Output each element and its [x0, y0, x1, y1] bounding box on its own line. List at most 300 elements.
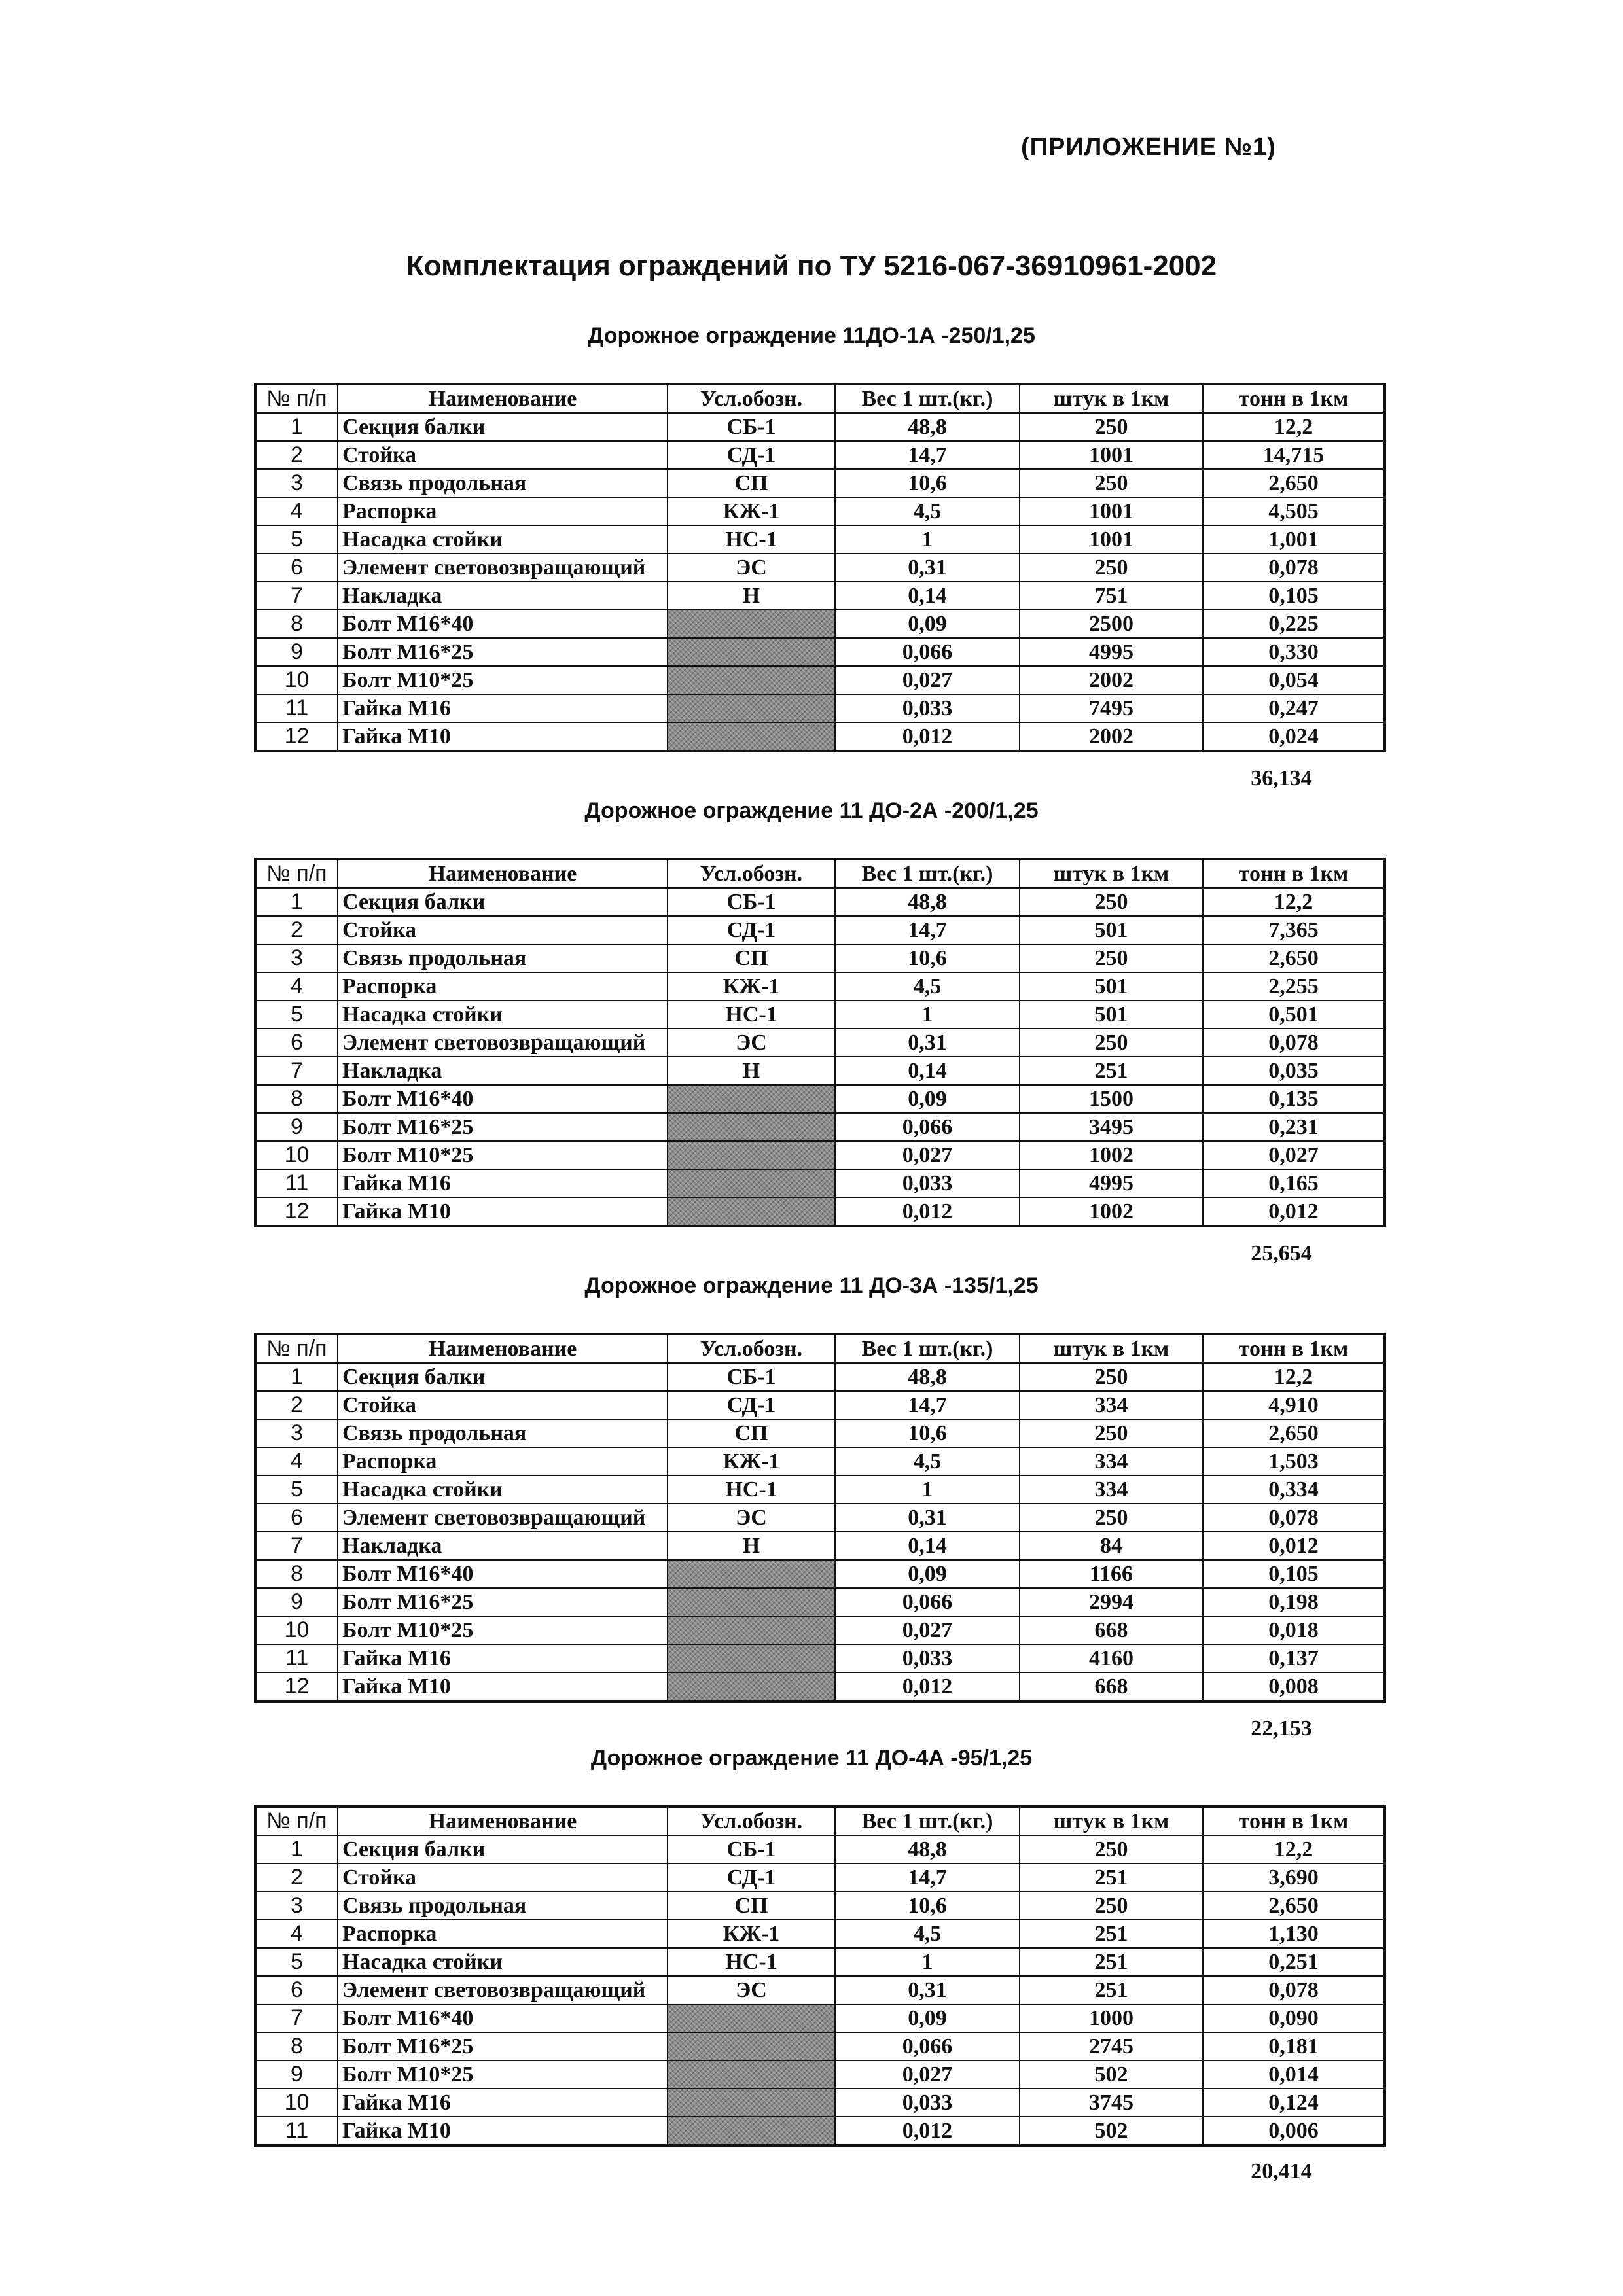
cell-name: Болт М16*25 [338, 2032, 668, 2060]
cell-qty: 2500 [1020, 610, 1203, 638]
cell-code: СБ-1 [668, 413, 835, 441]
cell-tons: 0,165 [1203, 1169, 1385, 1197]
cell-code: КЖ-1 [668, 1920, 835, 1948]
cell-num: 7 [255, 582, 338, 610]
cell-name: Связь продольная [338, 1419, 668, 1447]
column-header: Наименование [338, 1807, 668, 1835]
column-header: № п/п [255, 859, 338, 888]
cell-num: 1 [255, 1835, 338, 1863]
section-title: Дорожное ограждение 11ДО-1А -250/1,25 [588, 323, 1035, 348]
table-row [255, 1588, 1385, 1616]
cell-code: СД-1 [668, 441, 835, 469]
cell-tons: 0,008 [1203, 1672, 1385, 1701]
cell-num: 1 [255, 888, 338, 916]
table-row [255, 1560, 1385, 1588]
cell-qty: 250 [1020, 888, 1203, 916]
cell-name: Стойка [338, 441, 668, 469]
cell-num: 6 [255, 1029, 338, 1057]
cell-name: Накладка [338, 582, 668, 610]
table-row [255, 1029, 1385, 1057]
cell-tons: 14,715 [1203, 441, 1385, 469]
cell-name: Насадка стойки [338, 525, 668, 554]
cell-tons: 1,503 [1203, 1447, 1385, 1475]
cell-code: НС-1 [668, 1948, 835, 1976]
cell-name: Гайка М10 [338, 1672, 668, 1701]
cell-qty: 4160 [1020, 1644, 1203, 1672]
cell-qty: 250 [1020, 1835, 1203, 1863]
cell-tons: 0,501 [1203, 1000, 1385, 1029]
cell-num: 2 [255, 441, 338, 469]
cell-qty: 250 [1020, 944, 1203, 972]
cell-name: Болт М16*25 [338, 1588, 668, 1616]
cell-qty: 751 [1020, 582, 1203, 610]
cell-name: Связь продольная [338, 1892, 668, 1920]
section-total: 36,134 [1251, 766, 1312, 790]
column-header: Усл.обозн. [668, 1334, 835, 1363]
cell-num: 3 [255, 1892, 338, 1920]
cell-name: Накладка [338, 1532, 668, 1560]
cell-num: 6 [255, 1976, 338, 2004]
table-row [255, 1085, 1385, 1113]
cell-tons: 2,650 [1203, 1419, 1385, 1447]
cell-name: Распорка [338, 1920, 668, 1948]
cell-num: 11 [255, 1169, 338, 1197]
cell-qty: 3495 [1020, 1113, 1203, 1141]
appendix-label: (ПРИЛОЖЕНИЕ №1) [1021, 133, 1276, 161]
column-header: Вес 1 шт.(кг.) [835, 1807, 1020, 1835]
cell-tons: 0,198 [1203, 1588, 1385, 1616]
cell-code: СД-1 [668, 1863, 835, 1892]
cell-tons: 2,650 [1203, 469, 1385, 497]
cell-code: СП [668, 469, 835, 497]
cell-num: 4 [255, 972, 338, 1000]
table-row [255, 1892, 1385, 1920]
shaded-cell [668, 722, 835, 751]
cell-num: 6 [255, 1504, 338, 1532]
cell-num: 2 [255, 1863, 338, 1892]
cell-qty: 250 [1020, 1419, 1203, 1447]
cell-name: Накладка [338, 1057, 668, 1085]
shaded-cell [668, 1644, 835, 1672]
cell-name: Стойка [338, 916, 668, 944]
table-row [255, 1532, 1385, 1560]
cell-code: КЖ-1 [668, 972, 835, 1000]
shaded-cell [668, 1085, 835, 1113]
cell-qty: 250 [1020, 469, 1203, 497]
cell-weight: 1 [835, 1000, 1020, 1029]
cell-tons: 12,2 [1203, 888, 1385, 916]
cell-weight: 4,5 [835, 1920, 1020, 1948]
cell-tons: 0,181 [1203, 2032, 1385, 2060]
cell-weight: 4,5 [835, 972, 1020, 1000]
cell-tons: 0,225 [1203, 610, 1385, 638]
cell-qty: 1001 [1020, 525, 1203, 554]
cell-qty: 2002 [1020, 666, 1203, 694]
cell-name: Болт М16*40 [338, 2004, 668, 2032]
cell-code: СБ-1 [668, 1835, 835, 1863]
cell-code: Н [668, 1057, 835, 1085]
cell-weight: 0,31 [835, 1976, 1020, 2004]
cell-num: 11 [255, 1644, 338, 1672]
section-total: 25,654 [1251, 1241, 1312, 1265]
cell-name: Болт М16*40 [338, 1085, 668, 1113]
cell-name: Распорка [338, 972, 668, 1000]
cell-name: Гайка М10 [338, 2117, 668, 2146]
cell-code: КЖ-1 [668, 497, 835, 525]
table-row [255, 1504, 1385, 1532]
cell-num: 11 [255, 2117, 338, 2146]
column-header: Вес 1 шт.(кг.) [835, 384, 1020, 413]
shaded-cell [668, 2032, 835, 2060]
cell-tons: 12,2 [1203, 413, 1385, 441]
table-row [255, 1835, 1385, 1863]
table-row [255, 441, 1385, 469]
cell-weight: 0,14 [835, 1057, 1020, 1085]
cell-tons: 0,105 [1203, 1560, 1385, 1588]
cell-weight: 10,6 [835, 944, 1020, 972]
cell-weight: 0,012 [835, 1672, 1020, 1701]
cell-qty: 4995 [1020, 638, 1203, 666]
table-row [255, 1000, 1385, 1029]
cell-tons: 2,650 [1203, 944, 1385, 972]
cell-weight: 14,7 [835, 1391, 1020, 1419]
column-header: штук в 1км [1020, 1334, 1203, 1363]
table-row [255, 1141, 1385, 1169]
cell-num: 3 [255, 1419, 338, 1447]
cell-qty: 1002 [1020, 1197, 1203, 1226]
table-row [255, 972, 1385, 1000]
table-row [255, 1447, 1385, 1475]
cell-name: Гайка М16 [338, 1169, 668, 1197]
cell-tons: 0,330 [1203, 638, 1385, 666]
table-row [255, 582, 1385, 610]
cell-qty: 1001 [1020, 497, 1203, 525]
cell-tons: 2,650 [1203, 1892, 1385, 1920]
cell-num: 12 [255, 722, 338, 751]
cell-qty: 250 [1020, 1363, 1203, 1391]
cell-name: Стойка [338, 1863, 668, 1892]
cell-name: Насадка стойки [338, 1475, 668, 1504]
specification-table [254, 383, 1386, 752]
cell-num: 9 [255, 1113, 338, 1141]
cell-num: 8 [255, 1560, 338, 1588]
cell-qty: 334 [1020, 1475, 1203, 1504]
table-row [255, 1948, 1385, 1976]
cell-name: Распорка [338, 497, 668, 525]
cell-qty: 501 [1020, 916, 1203, 944]
cell-code: НС-1 [668, 1000, 835, 1029]
cell-weight: 1 [835, 1948, 1020, 1976]
cell-qty: 334 [1020, 1447, 1203, 1475]
table-row [255, 1672, 1385, 1701]
cell-name: Болт М10*25 [338, 1141, 668, 1169]
cell-num: 12 [255, 1672, 338, 1701]
cell-weight: 0,027 [835, 2060, 1020, 2089]
cell-code: СБ-1 [668, 888, 835, 916]
cell-name: Гайка М16 [338, 2089, 668, 2117]
cell-num: 12 [255, 1197, 338, 1226]
cell-num: 4 [255, 1447, 338, 1475]
table-row [255, 2004, 1385, 2032]
cell-name: Секция балки [338, 413, 668, 441]
cell-tons: 0,251 [1203, 1948, 1385, 1976]
cell-tons: 0,012 [1203, 1197, 1385, 1226]
cell-weight: 0,09 [835, 1560, 1020, 1588]
cell-name: Секция балки [338, 888, 668, 916]
cell-num: 5 [255, 525, 338, 554]
document-title: Комплектация ограждений по ТУ 5216-067-36910961-2002 [406, 250, 1217, 282]
cell-num: 10 [255, 2089, 338, 2117]
specification-table [254, 858, 1386, 1227]
column-header: тонн в 1км [1203, 1807, 1385, 1835]
column-header: Наименование [338, 384, 668, 413]
shaded-cell [668, 2004, 835, 2032]
cell-qty: 502 [1020, 2117, 1203, 2146]
table-row [255, 2032, 1385, 2060]
cell-num: 3 [255, 944, 338, 972]
cell-code: НС-1 [668, 525, 835, 554]
cell-code: СБ-1 [668, 1363, 835, 1391]
cell-weight: 0,027 [835, 1141, 1020, 1169]
cell-tons: 0,247 [1203, 694, 1385, 722]
shaded-cell [668, 610, 835, 638]
section-total: 20,414 [1251, 2159, 1312, 2183]
specification-table [254, 1333, 1386, 1703]
cell-qty: 501 [1020, 1000, 1203, 1029]
shaded-cell [668, 1197, 835, 1226]
cell-weight: 48,8 [835, 1835, 1020, 1863]
cell-weight: 14,7 [835, 1863, 1020, 1892]
shaded-cell [668, 1113, 835, 1141]
cell-qty: 7495 [1020, 694, 1203, 722]
cell-weight: 0,066 [835, 2032, 1020, 2060]
table-row [255, 722, 1385, 751]
table-row [255, 2117, 1385, 2146]
cell-num: 5 [255, 1000, 338, 1029]
cell-qty: 251 [1020, 1920, 1203, 1948]
cell-weight: 0,012 [835, 1197, 1020, 1226]
cell-weight: 14,7 [835, 441, 1020, 469]
cell-code: ЭС [668, 1976, 835, 2004]
cell-weight: 4,5 [835, 497, 1020, 525]
cell-qty: 2002 [1020, 722, 1203, 751]
cell-tons: 12,2 [1203, 1835, 1385, 1863]
cell-num: 11 [255, 694, 338, 722]
table-row [255, 944, 1385, 972]
cell-name: Насадка стойки [338, 1948, 668, 1976]
cell-name: Болт М16*40 [338, 1560, 668, 1588]
cell-qty: 251 [1020, 1976, 1203, 2004]
cell-weight: 0,027 [835, 666, 1020, 694]
table-row [255, 1920, 1385, 1948]
cell-code: НС-1 [668, 1475, 835, 1504]
cell-weight: 0,066 [835, 1588, 1020, 1616]
table-row [255, 1644, 1385, 1672]
cell-tons: 0,018 [1203, 1616, 1385, 1644]
cell-qty: 1166 [1020, 1560, 1203, 1588]
cell-num: 10 [255, 666, 338, 694]
table-row [255, 1475, 1385, 1504]
cell-qty: 1002 [1020, 1141, 1203, 1169]
column-header: Наименование [338, 1334, 668, 1363]
cell-tons: 4,910 [1203, 1391, 1385, 1419]
column-header: тонн в 1км [1203, 859, 1385, 888]
cell-num: 5 [255, 1475, 338, 1504]
table-header-row [255, 859, 1385, 888]
column-header: Усл.обозн. [668, 384, 835, 413]
cell-weight: 0,033 [835, 1644, 1020, 1672]
cell-weight: 48,8 [835, 888, 1020, 916]
cell-tons: 0,035 [1203, 1057, 1385, 1085]
shaded-cell [668, 2117, 835, 2146]
cell-weight: 1 [835, 1475, 1020, 1504]
table-row [255, 497, 1385, 525]
shaded-cell [668, 1616, 835, 1644]
cell-code: СП [668, 944, 835, 972]
cell-weight: 10,6 [835, 1892, 1020, 1920]
table-row [255, 469, 1385, 497]
cell-qty: 2994 [1020, 1588, 1203, 1616]
table-row [255, 413, 1385, 441]
cell-qty: 251 [1020, 1948, 1203, 1976]
cell-name: Болт М16*25 [338, 638, 668, 666]
cell-num: 2 [255, 916, 338, 944]
table-row [255, 888, 1385, 916]
column-header: тонн в 1км [1203, 1334, 1385, 1363]
cell-qty: 3745 [1020, 2089, 1203, 2117]
cell-code: СП [668, 1419, 835, 1447]
column-header: Наименование [338, 859, 668, 888]
cell-tons: 0,105 [1203, 582, 1385, 610]
cell-tons: 12,2 [1203, 1363, 1385, 1391]
cell-name: Болт М16*25 [338, 1113, 668, 1141]
cell-weight: 0,066 [835, 1113, 1020, 1141]
cell-num: 5 [255, 1948, 338, 1976]
cell-tons: 1,130 [1203, 1920, 1385, 1948]
cell-weight: 10,6 [835, 469, 1020, 497]
cell-weight: 0,033 [835, 694, 1020, 722]
table-row [255, 694, 1385, 722]
table-row [255, 1113, 1385, 1141]
cell-tons: 0,027 [1203, 1141, 1385, 1169]
cell-name: Связь продольная [338, 469, 668, 497]
shaded-cell [668, 2060, 835, 2089]
cell-tons: 0,135 [1203, 1085, 1385, 1113]
cell-weight: 10,6 [835, 1419, 1020, 1447]
cell-tons: 0,137 [1203, 1644, 1385, 1672]
cell-weight: 0,14 [835, 1532, 1020, 1560]
cell-name: Секция балки [338, 1363, 668, 1391]
column-header: № п/п [255, 1334, 338, 1363]
cell-weight: 0,31 [835, 1504, 1020, 1532]
shaded-cell [668, 666, 835, 694]
shaded-cell [668, 1672, 835, 1701]
cell-tons: 0,078 [1203, 1976, 1385, 2004]
cell-num: 4 [255, 1920, 338, 1948]
table-header-row [255, 1807, 1385, 1835]
table-row [255, 638, 1385, 666]
cell-weight: 0,066 [835, 638, 1020, 666]
cell-tons: 2,255 [1203, 972, 1385, 1000]
cell-code: СП [668, 1892, 835, 1920]
cell-num: 7 [255, 2004, 338, 2032]
cell-num: 6 [255, 554, 338, 582]
shaded-cell [668, 1560, 835, 1588]
cell-code: Н [668, 582, 835, 610]
table-row [255, 525, 1385, 554]
cell-weight: 48,8 [835, 413, 1020, 441]
cell-qty: 84 [1020, 1532, 1203, 1560]
cell-num: 9 [255, 1588, 338, 1616]
table-row [255, 916, 1385, 944]
shaded-cell [668, 1169, 835, 1197]
cell-num: 10 [255, 1141, 338, 1169]
cell-tons: 0,078 [1203, 554, 1385, 582]
cell-tons: 0,078 [1203, 1504, 1385, 1532]
column-header: № п/п [255, 1807, 338, 1835]
cell-qty: 668 [1020, 1616, 1203, 1644]
cell-weight: 0,027 [835, 1616, 1020, 1644]
cell-tons: 0,078 [1203, 1029, 1385, 1057]
table-row [255, 1616, 1385, 1644]
cell-name: Элемент световозвращающий [338, 1504, 668, 1532]
cell-num: 3 [255, 469, 338, 497]
section-title: Дорожное ограждение 11 ДО-3А -135/1,25 [584, 1273, 1039, 1298]
section-title: Дорожное ограждение 11 ДО-2А -200/1,25 [584, 798, 1039, 823]
cell-name: Болт М10*25 [338, 666, 668, 694]
column-header: Вес 1 шт.(кг.) [835, 859, 1020, 888]
cell-qty: 334 [1020, 1391, 1203, 1419]
cell-qty: 1500 [1020, 1085, 1203, 1113]
cell-code: КЖ-1 [668, 1447, 835, 1475]
cell-code: ЭС [668, 1029, 835, 1057]
cell-qty: 501 [1020, 972, 1203, 1000]
cell-name: Элемент световозвращающий [338, 554, 668, 582]
shaded-cell [668, 2089, 835, 2117]
table-row [255, 1169, 1385, 1197]
shaded-cell [668, 1141, 835, 1169]
cell-num: 10 [255, 1616, 338, 1644]
cell-tons: 0,012 [1203, 1532, 1385, 1560]
cell-name: Гайка М16 [338, 1644, 668, 1672]
cell-weight: 0,31 [835, 554, 1020, 582]
cell-weight: 0,033 [835, 2089, 1020, 2117]
cell-weight: 0,033 [835, 1169, 1020, 1197]
column-header: Усл.обозн. [668, 1807, 835, 1835]
cell-qty: 1001 [1020, 441, 1203, 469]
cell-num: 9 [255, 638, 338, 666]
specification-table [254, 1805, 1386, 2147]
cell-weight: 48,8 [835, 1363, 1020, 1391]
section-total: 22,153 [1251, 1716, 1312, 1740]
column-header: штук в 1км [1020, 1807, 1203, 1835]
table-row [255, 554, 1385, 582]
cell-weight: 0,012 [835, 2117, 1020, 2146]
cell-tons: 0,054 [1203, 666, 1385, 694]
column-header: Усл.обозн. [668, 859, 835, 888]
table-row [255, 1057, 1385, 1085]
table-header-row [255, 1334, 1385, 1363]
cell-name: Гайка М10 [338, 1197, 668, 1226]
table-row [255, 1419, 1385, 1447]
table-row [255, 666, 1385, 694]
cell-qty: 2745 [1020, 2032, 1203, 2060]
table-row [255, 1976, 1385, 2004]
cell-qty: 250 [1020, 413, 1203, 441]
cell-qty: 251 [1020, 1863, 1203, 1892]
cell-weight: 0,09 [835, 2004, 1020, 2032]
column-header: № п/п [255, 384, 338, 413]
